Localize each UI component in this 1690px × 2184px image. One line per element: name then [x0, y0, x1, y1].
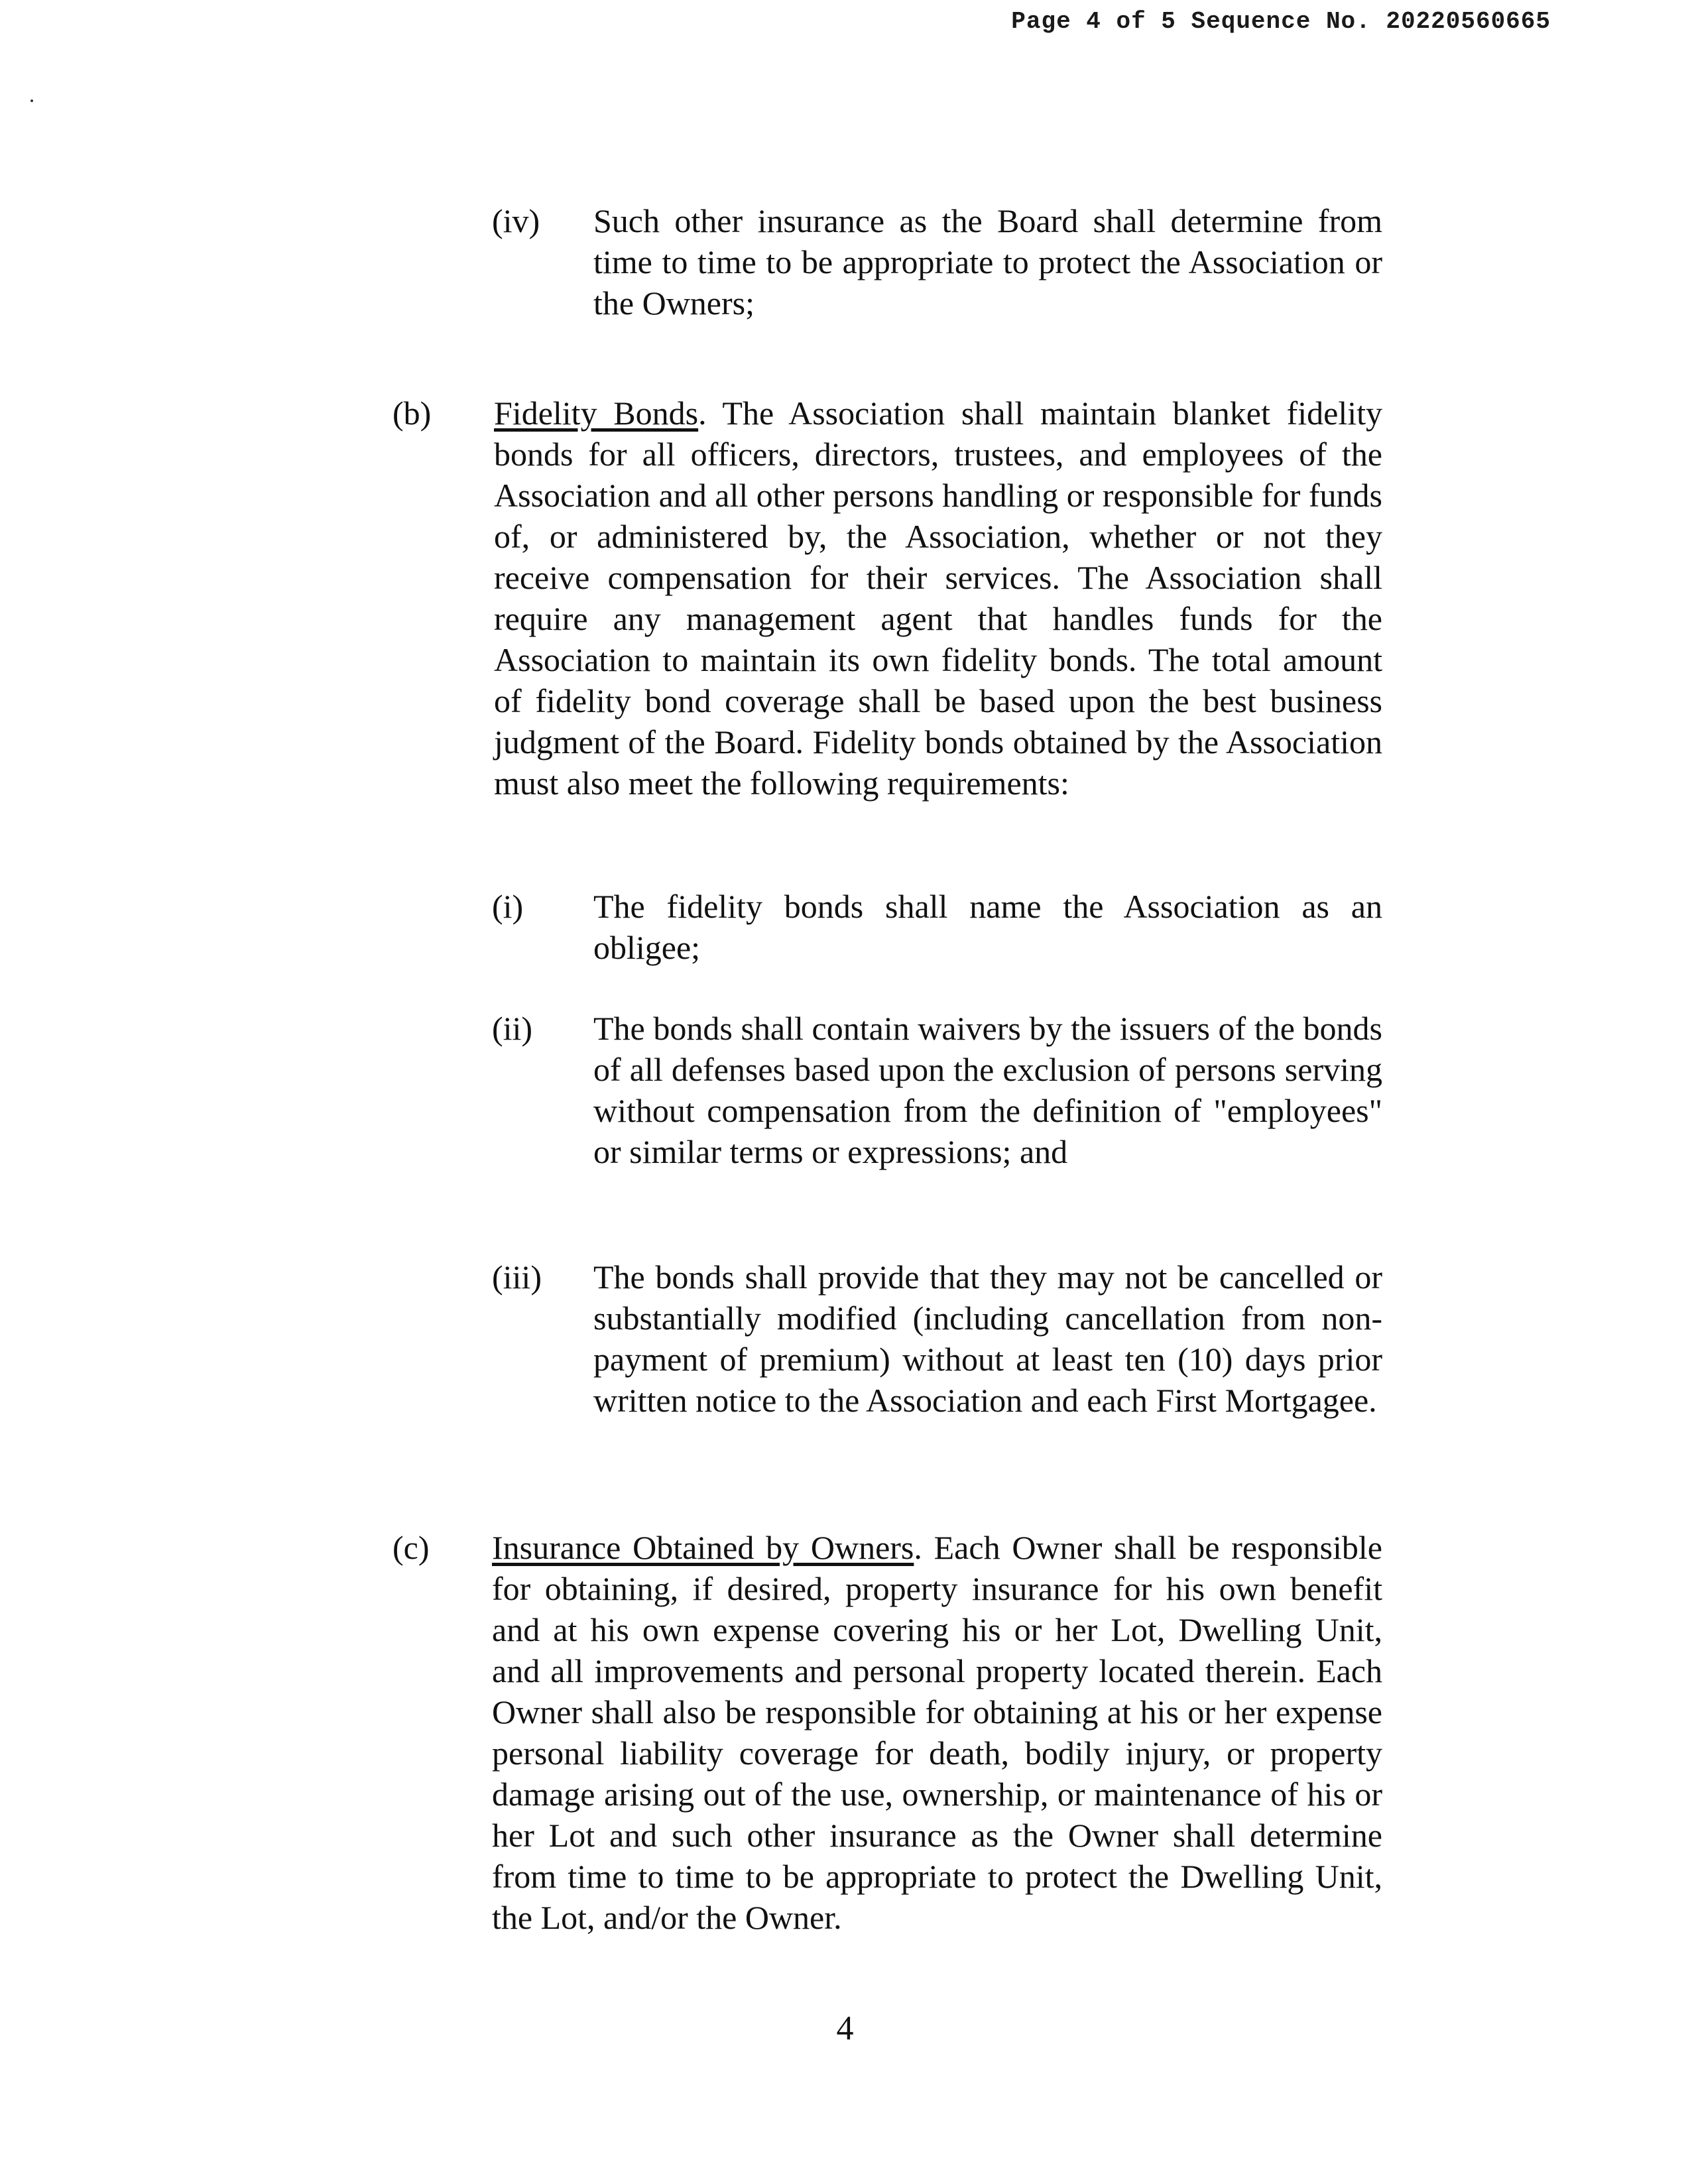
section-c-paragraph	[492, 1527, 1382, 1938]
item-marker-iv: (iv)	[492, 202, 540, 239]
section-marker-b: (b)	[392, 394, 432, 432]
item-marker-i: (i)	[492, 888, 524, 925]
item-iv-text: Such other insurance as the Board shall determine from time to time to be appropriate to protect the Association or the Owners;	[593, 202, 1382, 322]
section-marker-c: (c)	[392, 1529, 430, 1566]
item-marker-iii: (iii)	[492, 1258, 542, 1296]
item-iii-text: The bonds shall provide that they may not be cancelled or substantially modified (including cancellation from non-payment of premium) without at least ten (10) days prior written notice to the Association and each First Mortgagee.	[593, 1258, 1382, 1419]
item-i-text: The fidelity bonds shall name the Association as an obligee;	[593, 888, 1382, 966]
section-b-text: . The Association shall maintain blanket fidelity bonds for all officers, directors, trustees, and employees of the Association and all other persons handling or responsible for funds of, or administered by, the Association, whether or not they receive compensation for their services. The Association shall require any management agent that handles funds for the Association to maintain its own fidelity bonds. The total amount of fidelity bond coverage shall be based upon the best business judgment of the Board. Fidelity bonds obtained by the Association must also meet the following requirements:	[494, 394, 1383, 802]
scan-speck	[30, 99, 33, 102]
section-c-heading: Insurance Obtained by Owners	[492, 1529, 914, 1566]
page-header: Page 4 of 5 Sequence No. 20220560665	[1011, 8, 1551, 35]
section-c-text: . Each Owner shall be responsible for obtaining, if desired, property insurance for his own benefit and at his own expense covering his or her Lot, Dwelling Unit, and all improvements and personal property located therein. Each Owner shall also be responsible for obtaining at his or her expense personal liability coverage for death, bodily injury, or property damage arising out of the use, ownership, or maintenance of his or her Lot and such other insurance as the Owner shall determine from time to time to be appropriate to protect the Dwelling Unit, the Lot, and/or the Owner.	[492, 1529, 1382, 1936]
item-marker-ii: (ii)	[492, 1010, 533, 1047]
page-number: 4	[836, 2010, 854, 2047]
item-ii-text: The bonds shall contain waivers by the issuers of the bonds of all defenses based upon the exclusion of persons serving without compensation from the definition of "employees" or similar terms or expressions; and	[593, 1010, 1382, 1170]
section-b-heading: Fidelity Bonds	[494, 394, 699, 432]
section-b-paragraph	[494, 393, 1382, 804]
